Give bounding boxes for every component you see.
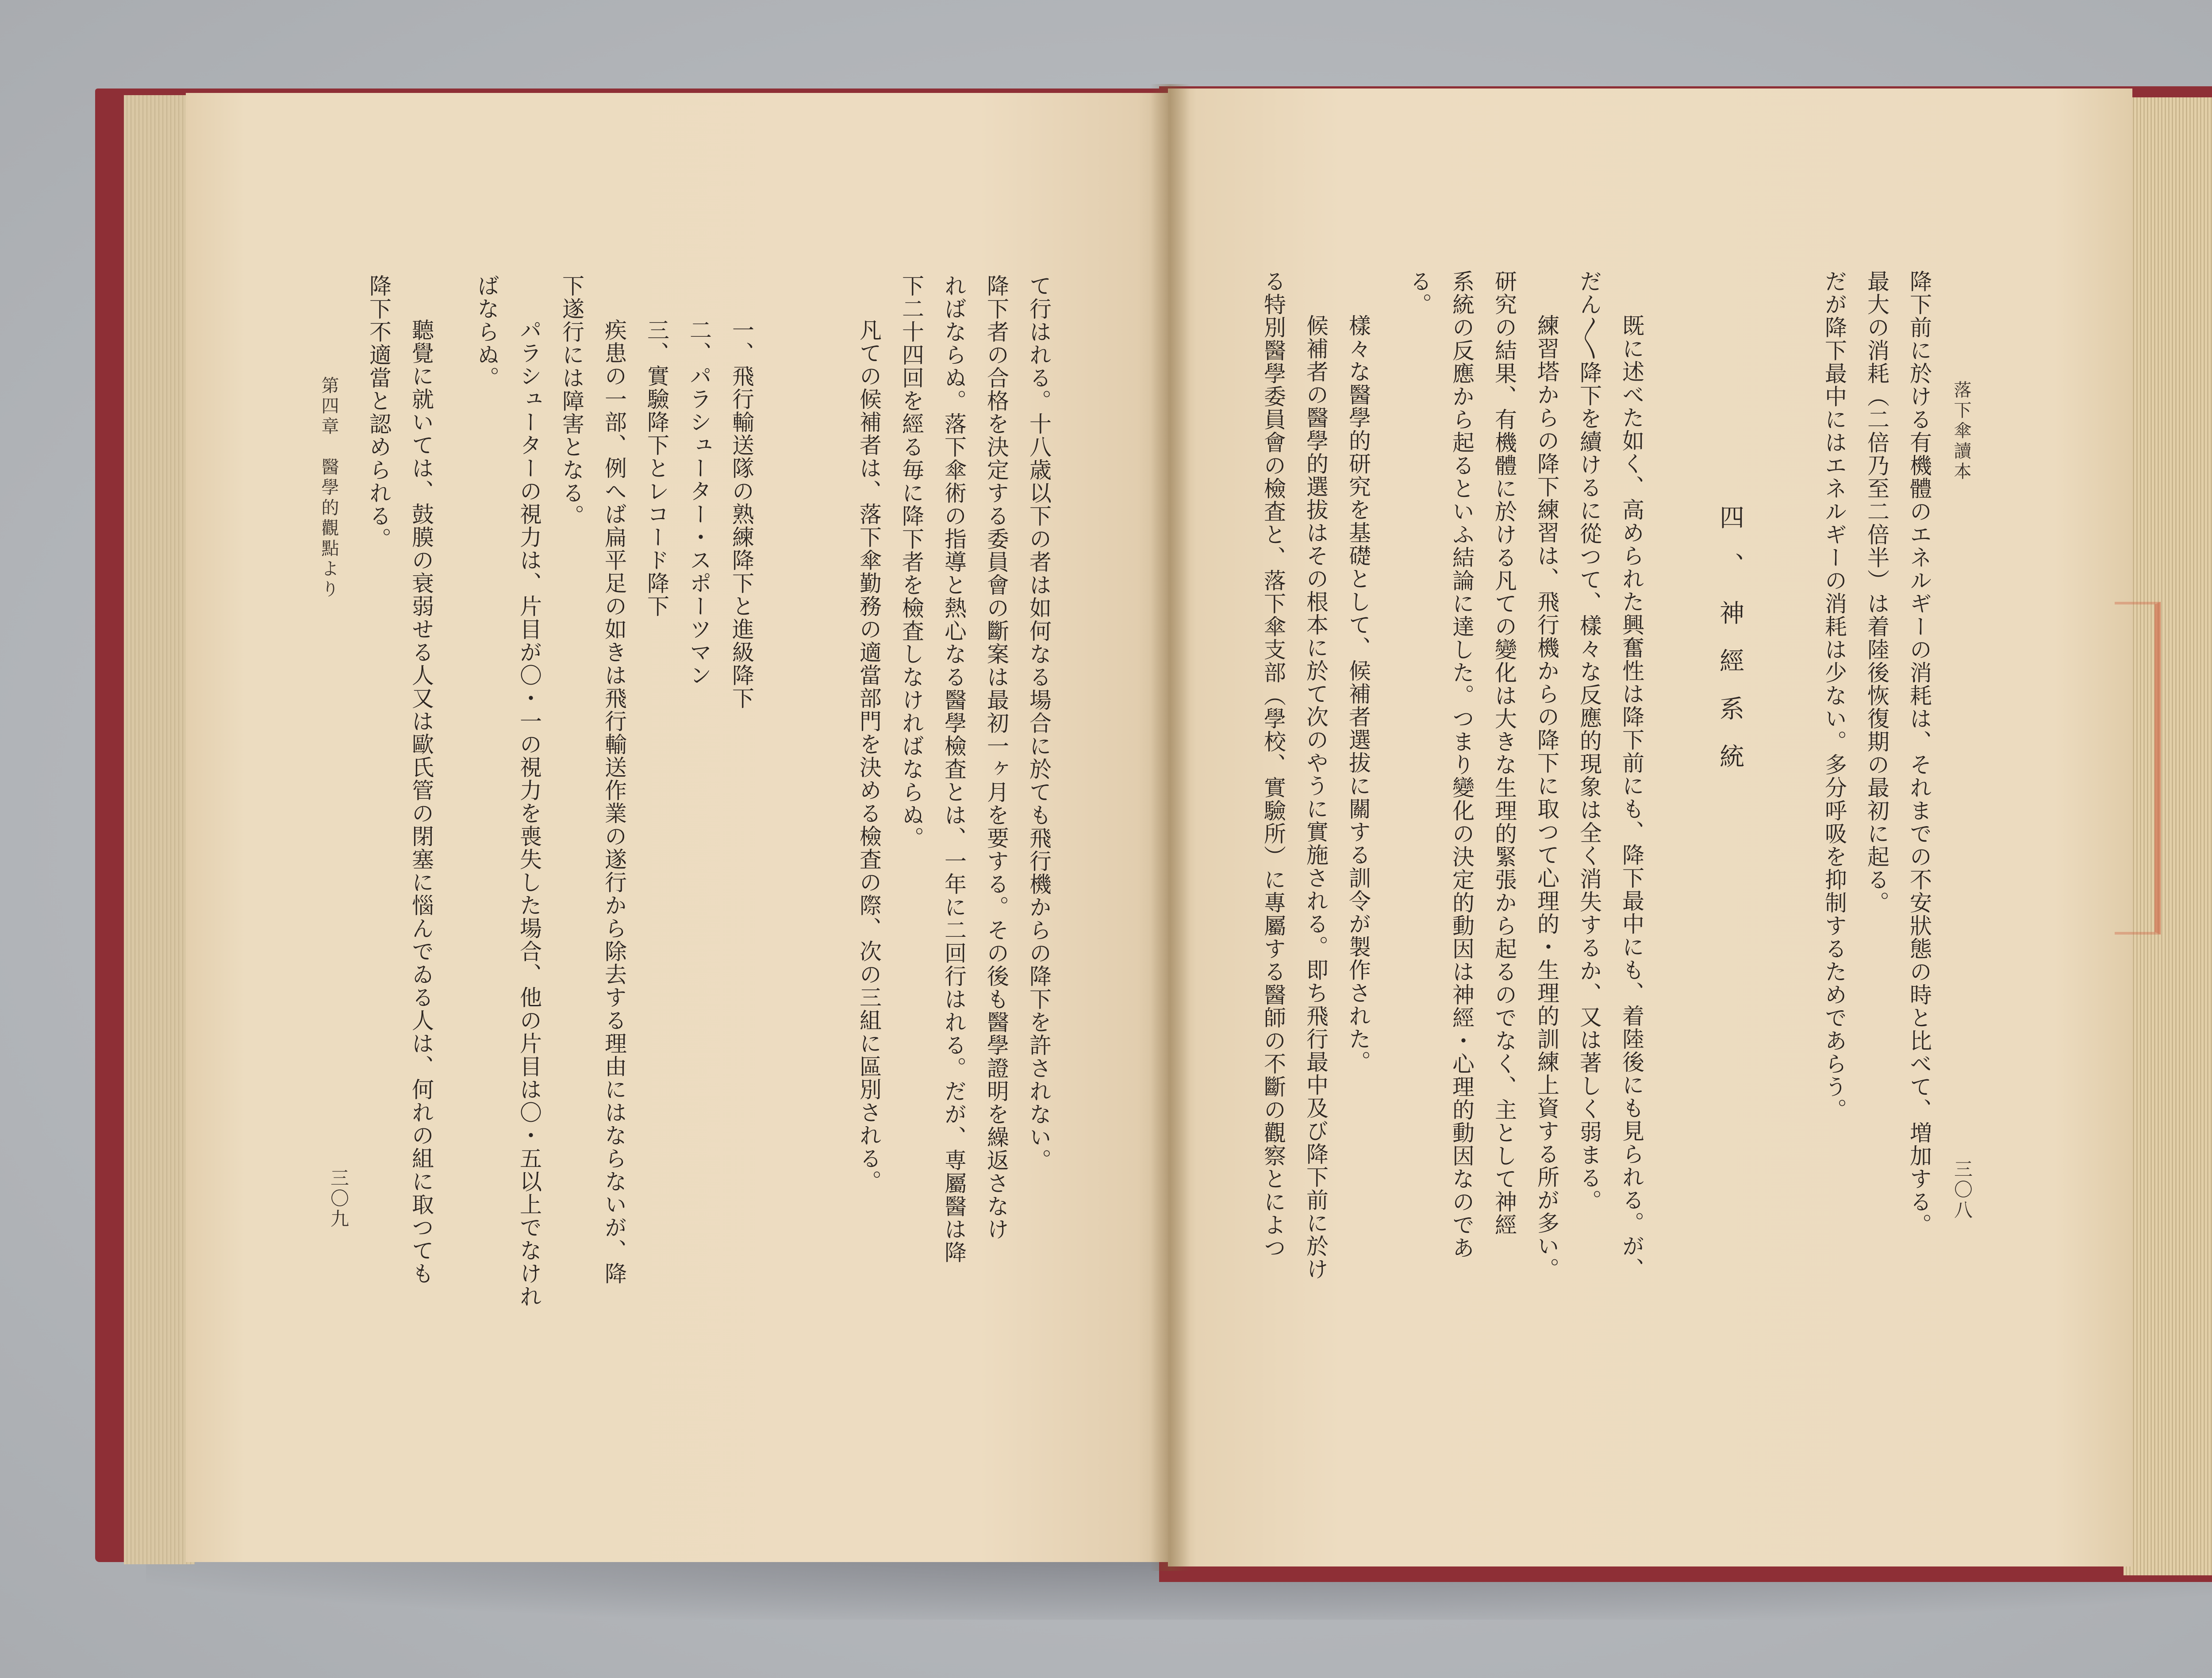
left-body-line: 二、パラシューター・スポーツマン [686, 319, 712, 687]
right-body-line: 最大の消耗（二倍乃至二倍半）は着陸後恢復期の最初に起る。 [1864, 270, 1889, 914]
left-body-line: 降下者の合格を決定する委員會の斷案は最初一ヶ月を要する。その後も醫學證明を繰返さなけ [983, 274, 1009, 1241]
left-body-line: 疾患の一部、例へば扁平足の如きは飛行輸送作業の遂行から除去する理由にはならないが、降 [601, 319, 627, 1285]
gutter-shadow [1150, 84, 1190, 1571]
left-body-line: 下二十四回を經る毎に降下者を檢査しなければならぬ。 [899, 274, 924, 850]
left-running-footer: 第四章 醫學的觀點より [319, 376, 339, 600]
right-body-line: る。 [1406, 270, 1432, 316]
right-body-line: だん〳〵降下を續けるに從つて、樣々な反應的現象は全く消失するか、又は著しく弱まる。 [1576, 270, 1602, 1212]
right-body-line: 樣々な醫學的研究を基礎として、候補者選拔に關する訓令が製作された。 [1345, 314, 1371, 1074]
left-body-line: て行はれる。十八歳以下の者は如何なる場合に於ても飛行機からの降下を許されない。 [1026, 274, 1052, 1172]
library-stamp-mark [2115, 602, 2161, 935]
left-page-number: 三〇九 [328, 1168, 349, 1229]
right-body-line: 既に述べた如く、高められた興奮性は降下前にも、降下最中にも、着陸後にも見られる。が、 [1619, 314, 1644, 1281]
right-body-line: だが降下最中にはエネルギーの消耗は少ない。多分呼吸を抑制するためであらう。 [1821, 270, 1847, 1121]
left-body-line: 降下不適當と認められる。 [366, 274, 392, 550]
right-page-number: 三〇八 [1951, 1159, 1973, 1220]
right-body-line: 候補者の醫學的選拔はその根本に於て次のやうに實施される。即ち飛行最中及び降下前に於け [1303, 314, 1329, 1281]
right-body-line: 研究の結果、有機體に於ける凡ての變化は大きな生理的緊張から起るのでなく、主として神經 [1491, 270, 1517, 1236]
page-edges-left [124, 95, 195, 1564]
right-body-line: る特別醫學委員會の檢査と、落下傘支部（學校、實驗所）に專屬する醫師の不斷の觀察とによつ [1260, 270, 1286, 1259]
section-title: 四、神經系統 [1716, 504, 1744, 791]
right-body-line: 練習塔からの降下練習は、飛行機からの降下に取つて心理的・生理的訓練上資する所が多い。 [1534, 314, 1559, 1281]
right-body-line: 系統の反應から起るといふ結論に達した。つまり變化の決定的動因は神經・心理的動因なのであ [1449, 270, 1475, 1259]
left-body-line: パラシューターの視力は、片目が〇・一の視力を喪失した場合、他の片目は〇・五以上でなけれ [516, 319, 542, 1308]
left-body-line: 三、實驗降下とレコード降下 [644, 319, 669, 618]
left-body-line: 一、飛行輸送隊の熟練降下と進級降下 [729, 319, 754, 710]
left-body-line: 凡ての候補者は、落下傘勤務の適當部門を決める檢査の際、次の三組に區別される。 [856, 319, 882, 1193]
right-running-header: 落下傘讀本 [1951, 381, 1971, 482]
left-body-line: 聽覺に就いては、鼓膜の衰弱せる人又は歐氏管の閉塞に惱んでゐる人は、何れの組に取つても [408, 319, 434, 1285]
right-body-line: 降下前に於ける有機體のエネルギーの消耗は、それまでの不安狀態の時と比べて、増加する。 [1906, 270, 1932, 1236]
left-body-line: ればならぬ。落下傘術の指導と熱心なる醫學檢査とは、一年に二回行はれる。だが、専屬醫は降 [941, 274, 967, 1264]
left-body-line: 下遂行には障害となる。 [559, 274, 584, 527]
left-body-line: ばならぬ。 [474, 274, 499, 389]
